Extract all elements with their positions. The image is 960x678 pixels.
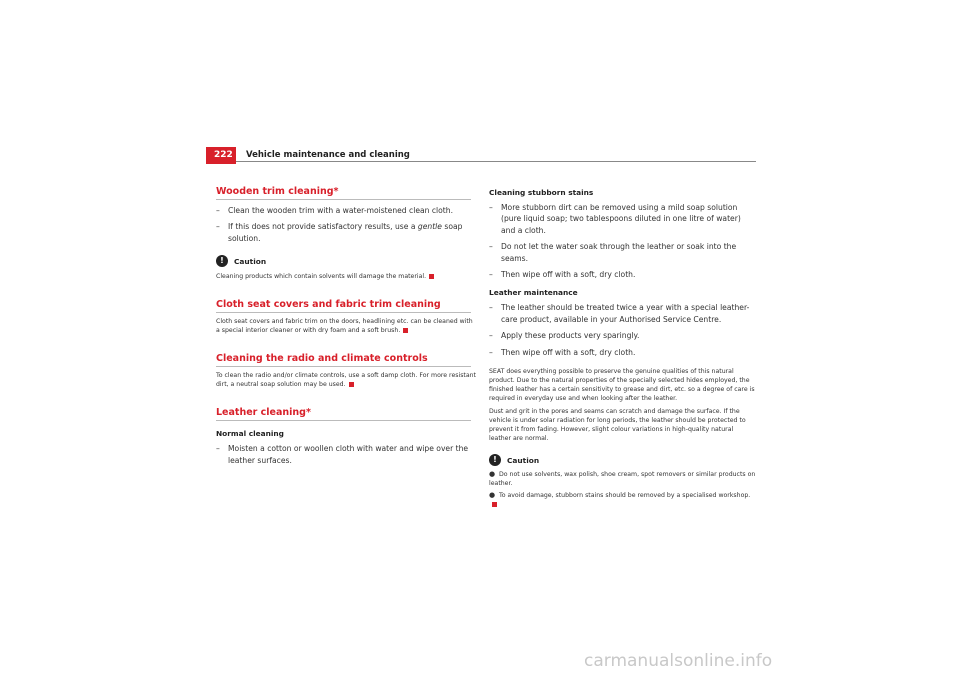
warning-icon: ! <box>489 454 501 466</box>
section-title-radio-climate: Cleaning the radio and climate controls <box>216 353 471 367</box>
body-text: SEAT does everything possible to preserve the genuine qualities of this natural product. Due to the natural properties of the specially selected hides employed, the finished leather has a certain sensitivity to grease and dirt, etc. so a degree of care is required in everyday use and when looking after the leather. <box>489 368 755 403</box>
caution-label: Caution <box>507 455 540 465</box>
section-title-leather: Leather cleaning* <box>216 407 471 421</box>
step: – Then wipe off with a soft, dry cloth. <box>489 270 636 280</box>
end-mark-icon <box>492 502 497 507</box>
left-column <box>216 186 478 484</box>
step: – Apply these products very sparingly. <box>489 331 640 341</box>
step: – Moisten a cotton or woollen cloth with water and wipe over the leather surfaces. <box>216 444 469 465</box>
bullet-icon: ● <box>489 470 496 479</box>
end-mark-icon <box>429 274 434 279</box>
body-text: Dust and grit in the pores and seams can scratch and damage the surface. If the vehicle is under solar radiation for long periods, the leather should be protected to prevent it from fading. However, slight colour variations in high-quality natural leather are normal. <box>489 408 746 443</box>
step: – The leather should be treated twice a year with a special leather-care product, available in your Authorised Service Centre. <box>489 303 750 324</box>
bullet-item: ● Do not use solvents, wax polish, shoe cream, spot removers or similar products on leather. <box>489 470 756 488</box>
bullet-item: ● To avoid damage, stubborn stains should be removed by a specialised workshop. <box>489 491 757 509</box>
section-title-wooden-trim: Wooden trim cleaning* <box>216 186 471 200</box>
caution-box <box>489 453 757 509</box>
step: – Then wipe off with a soft, dry cloth. <box>489 347 636 357</box>
end-mark-icon <box>349 382 354 387</box>
section-radio-climate <box>216 353 478 389</box>
caution-label: Caution <box>234 256 267 266</box>
subheading: Leather maintenance <box>489 288 578 298</box>
caution-box <box>216 254 478 281</box>
section-leather <box>216 407 478 466</box>
watermark: carmanualsonline.info <box>584 651 773 671</box>
body-text: Cloth seat covers and fabric trim on the doors, headlining etc. can be cleaned with a special interior cleaner or with dry foam and a soft brush. <box>216 318 473 335</box>
bullet-icon: ● <box>489 491 496 500</box>
step: – Clean the wooden trim with a water-moistened clean cloth. <box>216 206 454 215</box>
end-mark-icon <box>403 328 408 333</box>
step: – More stubborn dirt can be removed using a mild soap solution (pure liquid soap; two tablespoons diluted in one litre of water) and a cloth. <box>489 203 741 235</box>
body-text: To clean the radio and/or climate controls, use a soft damp cloth. For more resistant dirt, a neutral soap solution may be used. <box>216 372 476 389</box>
warning-icon: ! <box>216 255 228 267</box>
header-divider <box>236 161 756 162</box>
page-number: 222 <box>206 147 236 164</box>
step: – If this does not provide satisfactory results, use a gentle soap solution. <box>216 222 463 243</box>
section-title-cloth-seat: Cloth seat covers and fabric trim cleaning <box>216 299 471 313</box>
page-header-title: Vehicle maintenance and cleaning <box>246 150 410 160</box>
subheading: Cleaning stubborn stains <box>489 188 594 197</box>
right-column <box>489 188 757 509</box>
step: – Do not let the water soak through the leather or soak into the seams. <box>489 242 737 263</box>
subheading: Normal cleaning <box>216 429 284 439</box>
section-wooden-trim <box>216 186 478 281</box>
caution-text: Cleaning products which contain solvents will damage the material. <box>216 272 478 281</box>
section-cloth-seat <box>216 299 478 335</box>
